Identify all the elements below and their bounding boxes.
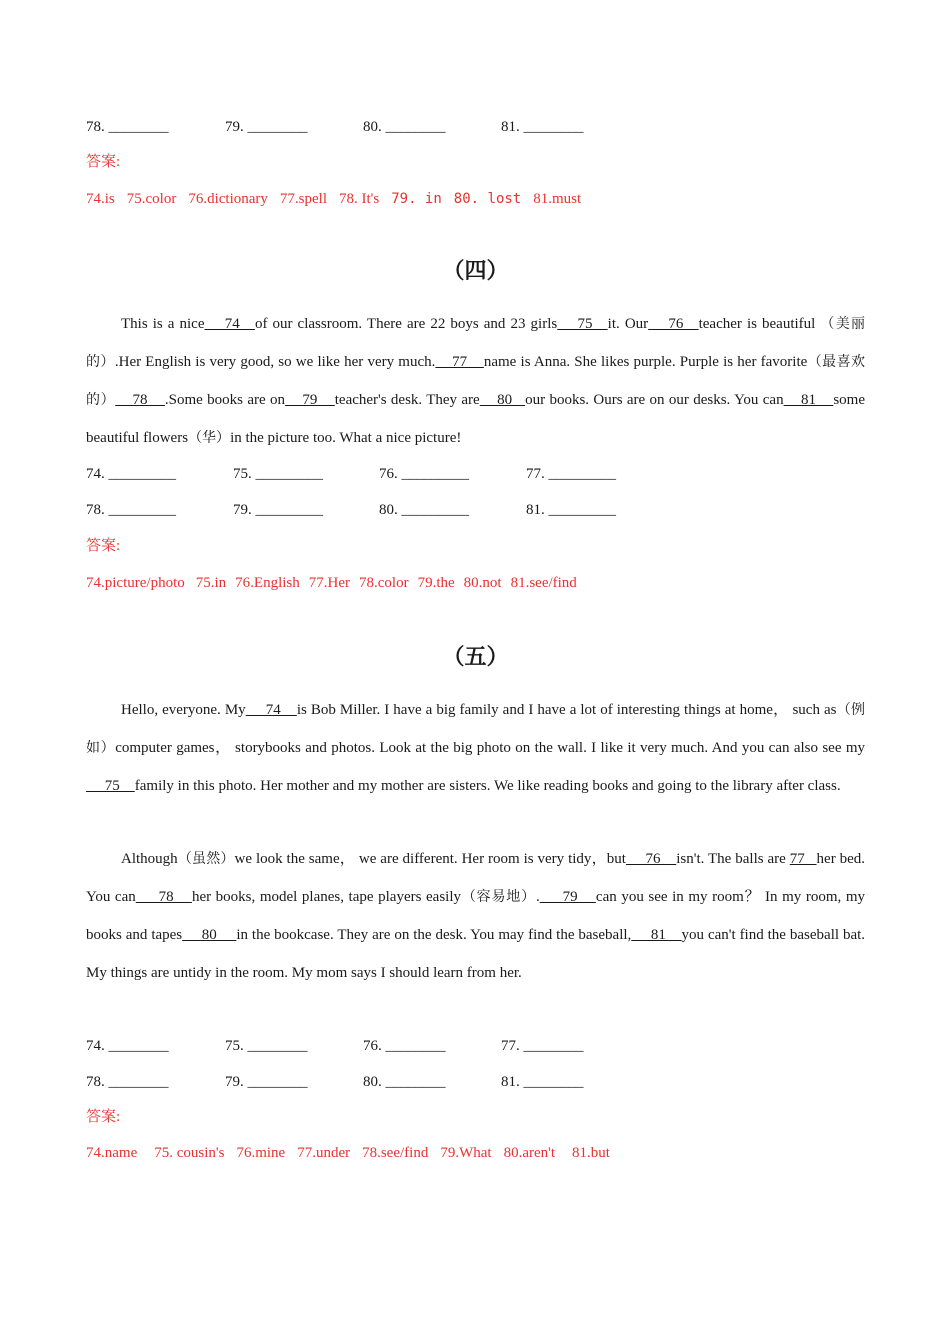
gap-76: 76 xyxy=(648,316,699,332)
section-5-passage-1: Hello, everyone. My 74 is Bob Miller. I have a big family and I have a lot of interesting things at home， such as（例如）computer games， storybooks and photos. Look at the big photo on the wall. I like it very much. And you can also see my 75 family in this photo. Her mother and my mother are sisters. We like reading books and going to the library after class. xyxy=(86,702,866,794)
blank-77: 77. _________ xyxy=(526,466,616,482)
blank-79: 79. _________ xyxy=(233,502,323,518)
gap-81: 81 xyxy=(631,927,682,943)
answer-75: 75.color xyxy=(126,191,177,207)
answer-81: 81.but xyxy=(572,1145,610,1161)
blank-76: 76. ________ xyxy=(363,1038,446,1054)
answer-78: 78.color xyxy=(359,575,409,591)
gap-80: 80 xyxy=(479,392,526,408)
blank-74: 74. _________ xyxy=(86,466,176,482)
gap-80: 80 xyxy=(182,927,237,943)
section-5-heading: （五） xyxy=(442,645,509,670)
answer-79: 79. in xyxy=(391,191,442,207)
answer-77: 77.Her xyxy=(308,575,350,591)
answer-80: 80.aren't xyxy=(503,1145,555,1161)
answer-81: 81.must xyxy=(533,191,582,207)
blank-80: 80. ________ xyxy=(363,119,446,135)
answer-80: 80. lost xyxy=(453,191,522,207)
blank-76: 76. _________ xyxy=(379,466,469,482)
answer-78: 78. It's xyxy=(339,191,380,207)
gap-81: 81 xyxy=(783,392,834,408)
blank-75: 75. ________ xyxy=(225,1038,308,1054)
answer-81: 81.see/find xyxy=(510,575,577,591)
answer-78: 78.see/find xyxy=(362,1145,429,1161)
answer-75: 75. cousin's xyxy=(154,1145,225,1161)
s4-answers xyxy=(86,573,589,593)
blank-74: 74. ________ xyxy=(86,1038,169,1054)
blank-77: 77. ________ xyxy=(501,1038,584,1054)
gap-74: 74 xyxy=(245,702,297,718)
answer-77: 77.under xyxy=(297,1145,351,1161)
blank-78: 78. ________ xyxy=(86,1074,169,1090)
section-4-heading: （四） xyxy=(442,259,509,284)
gap-75: 75 xyxy=(86,778,135,794)
blank-81: 81. ________ xyxy=(501,1074,584,1090)
blank-81: 81. _________ xyxy=(526,502,616,518)
s3-answer-label: 答案: xyxy=(86,154,121,170)
answer-74: 74.is xyxy=(86,191,115,207)
answer-74: 74.name xyxy=(86,1145,138,1161)
s5-answers xyxy=(86,1143,622,1163)
blank-75: 75. _________ xyxy=(233,466,323,482)
gap-74: 74 xyxy=(204,316,255,332)
blank-78: 78. ________ xyxy=(86,119,169,135)
gap-76: 76 xyxy=(625,851,677,867)
answer-77: 77.spell xyxy=(279,191,328,207)
section-5-passage-2: Although（虽然）we look the same， we are different. Her room is very tidy，but 76 isn't. The balls are 77 her bed. You can 78 her books, model planes, tape players easily（容易地）. 79 can you see in my room？ In my room, my books and tapes 80 in the bookcase. They are on the desk. You may find the baseball, 81 you can't find the baseball bat. My things are untidy in the room. My mom says I should learn from her. xyxy=(86,851,866,981)
gap-78: 78 xyxy=(115,392,165,408)
gap-79: 79 xyxy=(285,392,335,408)
gap-79: 79 xyxy=(539,889,596,905)
gap-77: 77 xyxy=(789,851,817,867)
blank-80: 80. _________ xyxy=(379,502,469,518)
answer-75: 75.in xyxy=(195,575,227,591)
blank-79: 79. ________ xyxy=(225,119,308,135)
answer-76: 76.mine xyxy=(236,1145,286,1161)
gap-78: 78 xyxy=(135,889,192,905)
answer-80: 80.not xyxy=(463,575,502,591)
answer-74: 74.picture/photo xyxy=(86,575,185,591)
s4-answer-label: 答案: xyxy=(86,538,121,554)
gap-77: 77 xyxy=(435,354,484,370)
answer-76: 76.English xyxy=(235,575,300,591)
section-4-passage: This is a nice 74 of our classroom. There are 22 boys and 23 girls 75 it. Our 76 teacher is beautiful （美丽的）.Her English is very good, so we like her very much. 77 name is Anna. She likes purple. Purple is her favorite（最喜欢的） 78 .Some books are on 79 teacher's desk. They are 80 our books. Ours are on our desks. You can 81 some beautiful flowers（华）in the picture too. What a nice picture! xyxy=(86,316,866,446)
blank-81: 81. ________ xyxy=(501,119,584,135)
answer-76: 76.dictionary xyxy=(188,191,268,207)
blank-78: 78. _________ xyxy=(86,502,176,518)
blank-80: 80. ________ xyxy=(363,1074,446,1090)
s3-answers xyxy=(86,189,593,209)
blank-79: 79. ________ xyxy=(225,1074,308,1090)
answer-79: 79.the xyxy=(417,575,455,591)
s5-answer-label: 答案: xyxy=(86,1109,121,1125)
answer-79: 79.What xyxy=(440,1145,492,1161)
gap-75: 75 xyxy=(557,316,608,332)
